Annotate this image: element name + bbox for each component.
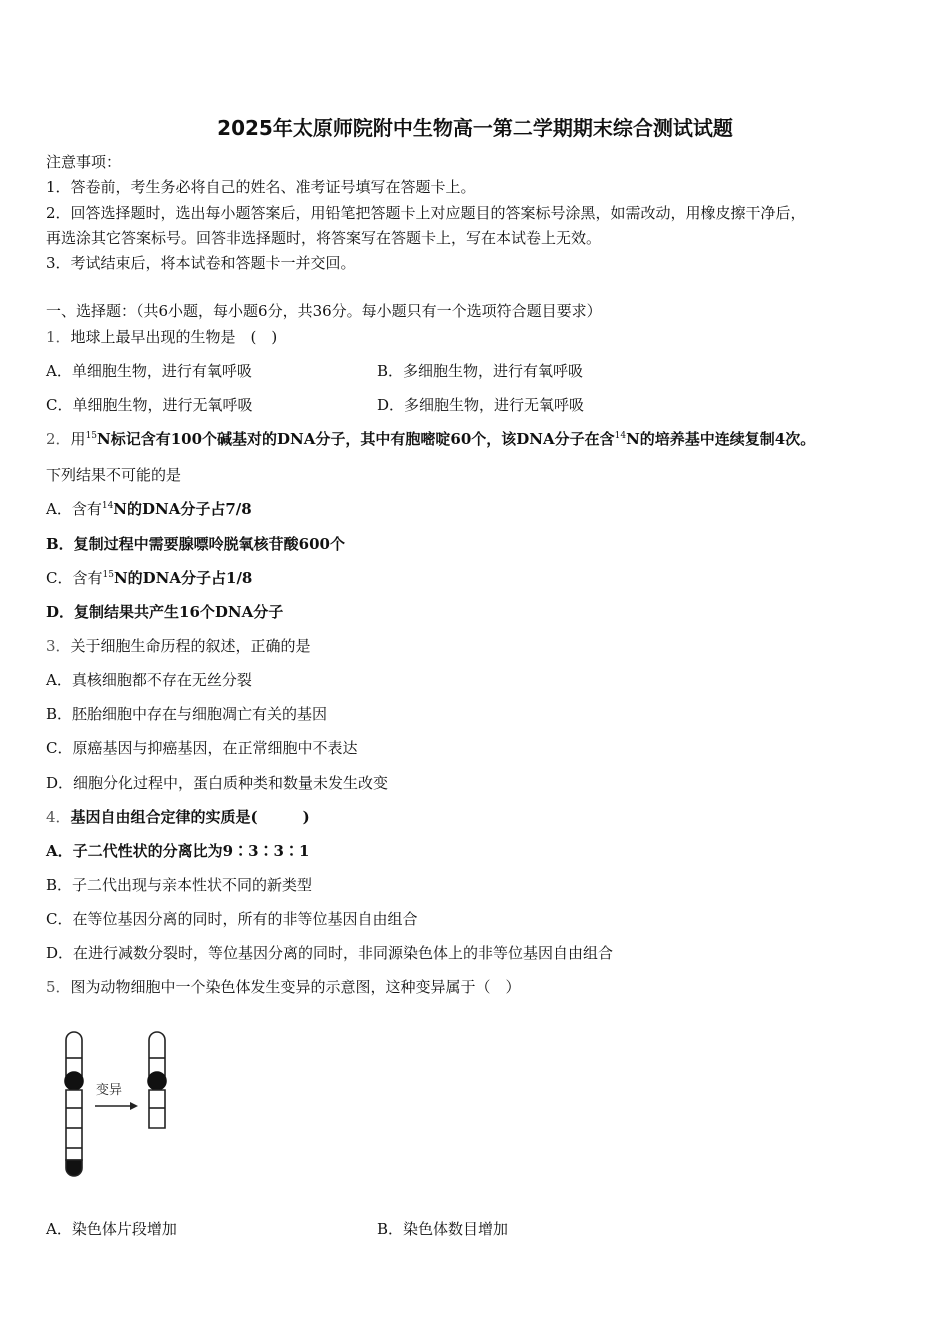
q2-option-c [46,568,252,588]
question-number: 3． [46,637,71,655]
notice-item: 3．考试结束后，将本试卷和答题卡一并交回。 [46,254,356,272]
q2-option-b: B．复制过程中需要腺嘌呤脱氧核苷酸600个 [46,535,345,553]
question-stem: 关于细胞生命历程的叙述，正确的是 [70,637,311,655]
question-stem-part: N的培养基中连续复制4次。 [626,430,816,448]
notice-item: 1．答卷前，考生务必将自己的姓名、准考证号填写在答题卡上。 [46,178,476,196]
question-stem-part: N标记含有100个碱基对的DNA分子，其中有胞嘧啶60个，该DNA分子在含 [97,430,615,448]
q3-option-a: A．真核细胞都不存在无丝分裂 [46,671,252,689]
section-heading: 一、选择题：（共6小题，每小题6分，共36分。每小题只有一个选项符合题目要求） [46,302,602,320]
arrow-icon [95,1102,138,1110]
chromosome-after [148,1032,166,1128]
question-2 [46,429,815,449]
question-stem: 基因自由组合定律的实质是( ) [70,808,310,826]
question-3 [46,636,311,656]
question-5 [46,977,521,997]
isotope-superscript: 15 [85,431,98,441]
q5-option-b: B．染色体数目增加 [377,1220,509,1238]
q4-option-c: C．在等位基因分离的同时，所有的非等位基因自由组合 [46,910,418,928]
option-text: N的DNA分子占1/8 [113,569,253,587]
q1-option-d: D．多细胞生物，进行无氧呼吸 [377,396,585,414]
question-number: 2． [46,430,71,448]
q3-option-b: B．胚胎细胞中存在与细胞凋亡有关的基因 [46,705,328,723]
option-text: C．含有 [46,569,103,587]
variation-label: 变异 [96,1083,123,1098]
notice-item: 2．回答选择题时，选出每小题答案后，用铅笔把答题卡上对应题目的答案标号涂黑，如需改动，用橡皮擦干净后， [46,204,806,222]
q2-option-a [46,499,252,519]
isotope-superscript: 15 [102,570,114,580]
question-stem-part: 用 [70,430,86,448]
question-number: 4． [46,808,71,826]
notice-item: 再选涂其它答案标号。回答非选择题时，将答案写在答题卡上，写在本试卷上无效。 [46,229,602,247]
q3-option-d: D．细胞分化过程中，蛋白质种类和数量未发生改变 [46,774,389,792]
question-number: 5． [46,978,71,996]
isotope-superscript: 14 [614,431,627,441]
q2-option-d: D．复制结果共产生16个DNA分子 [46,603,284,621]
question-stem: 图为动物细胞中一个染色体发生变异的示意图，这种变异属于（ ） [70,978,521,996]
q3-option-c: C．原癌基因与抑癌基因，在正常细胞中不表达 [46,739,358,757]
chromosome-before [65,1032,83,1176]
option-text: N的DNA分子占7/8 [113,500,252,518]
q1-option-a: A．单细胞生物，进行有氧呼吸 [46,362,252,380]
question-2-line2: 下列结果不可能的是 [46,466,182,484]
page-title: 2025年太原师院附中生物高一第二学期期末综合测试试题 [217,116,733,140]
q4-option-d: D．在进行减数分裂时，等位基因分离的同时，非同源染色体上的非等位基因自由组合 [46,944,614,962]
q4-option-a: A．子二代性状的分离比为9∶3∶3∶1 [46,842,310,860]
question-4 [46,807,310,827]
notice-heading: 注意事项： [46,153,122,171]
option-text: A．含有 [46,500,102,518]
question-stem: 地球上最早出现的生物是 ( ) [70,328,278,346]
question-1 [46,327,277,347]
question-number: 1． [46,328,71,346]
isotope-superscript: 14 [101,501,114,511]
chromosome-variation-diagram [50,1024,190,1184]
q5-option-a: A．染色体片段增加 [46,1220,177,1238]
q1-option-b: B．多细胞生物，进行有氧呼吸 [377,362,584,380]
q1-option-c: C．单细胞生物，进行无氧呼吸 [46,396,253,414]
q4-option-b: B．子二代出现与亲本性状不同的新类型 [46,876,313,894]
